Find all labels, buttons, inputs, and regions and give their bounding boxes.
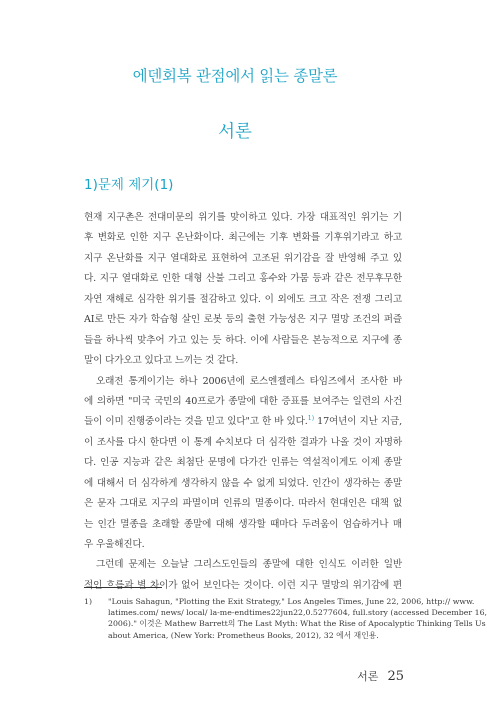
- footnote-reference[interactable]: 1): [307, 414, 314, 423]
- body-line: 적인 흐름과 별 차이가 없어 보인다는 것이다. 이런 지구 멸망의 위기감에 편: [84, 579, 402, 591]
- body-text: [84, 208, 402, 596]
- footnote-line: 2006)." 이것은 Mathew Barrett의 The Last Myth: What the Rise of Apocalyptic Thinking Tells Us: [108, 619, 486, 629]
- body-line: 자연 재해로 심각한 위기를 절감하고 있다. 이 외에도 크고 작은 전쟁 그리고: [84, 293, 402, 305]
- body-line-tail: 17여년이 지난 지금,: [314, 416, 402, 428]
- footnote: [84, 596, 487, 641]
- footnote-body: [108, 596, 487, 641]
- page-footer: [357, 665, 404, 684]
- footnote-line: about America, (New York: Prometheus Books, 2012), 32 에서 재인용.: [108, 630, 379, 640]
- body-line: 지구 온난화를 지구 열대화로 표현하여 고조된 위기감을 잘 반영해 주고 있: [84, 252, 402, 264]
- page-number: 25: [387, 669, 404, 684]
- book-title: 에덴회복 관점에서 읽는 종말론: [132, 67, 338, 85]
- footnote-divider: [84, 587, 162, 588]
- section-heading: 1)문제 제기(1): [84, 177, 174, 193]
- body-line: 그런데 문제는 오늘날 그리스도인들의 종말에 대한 인식도 이러한 일반: [96, 559, 402, 571]
- body-line: 다. 지구 열대화로 인한 대형 산불 그리고 홍수와 가뭄 등과 같은 전무후무한: [84, 273, 402, 285]
- chapter-title: 서론: [218, 122, 252, 142]
- body-line: 는 인간 멸종을 초래할 종말에 대해 생각할 때마다 두려움이 엄습하거나 매: [84, 518, 402, 530]
- body-line: 현재 지구촌은 전대미문의 위기를 맞이하고 있다. 가장 대표적인 위기는 기: [84, 212, 402, 223]
- running-title: 서론: [357, 670, 379, 683]
- footnote-number: 1): [84, 597, 93, 606]
- body-line-with-footnote-ref: [84, 412, 402, 432]
- footnote-line: "Louis Sahagun, "Plotting the Exit Strategy," Los Angeles Times, June 22, 2006, http:// www.: [108, 597, 475, 606]
- body-line: 말이 다가오고 있다고 느끼는 것 같다.: [84, 355, 239, 367]
- footnote-line: latimes.com/ news/ local/ la-me-endtimes22jun22,0.5277604, full.story (accessed December 16,: [108, 608, 487, 618]
- body-line: 에 의하면 "미국 국민의 40프로가 종말에 대한 증표를 보여주는 일련의 사건: [84, 395, 402, 407]
- body-line: 다. 인공 지능과 같은 최첨단 문명에 다가간 인류는 역설적이게도 이제 종말: [84, 457, 402, 469]
- body-line: 이 조사를 다시 한다면 이 통계 수치보다 더 심각한 결과가 나올 것이 자명하: [84, 436, 402, 448]
- body-line-text: 들이 이미 진행중이라는 것을 믿고 있다"고 한 바 있다.: [84, 416, 308, 428]
- body-line: 후 변화로 인한 지구 온난화이다. 최근에는 기후 변화를 기후위기라고 하고: [84, 232, 402, 244]
- body-line: 오래전 통계이기는 하나 2006년에 로스엔젤레스 타임즈에서 조사한 바: [96, 375, 402, 387]
- body-line: 들을 하나씩 맞추어 가고 있는 듯 하다. 이에 사람들은 본능적으로 지구에 종: [84, 334, 402, 346]
- body-line: AI로 만든 자가 학습형 살인 로봇 등의 출현 가능성은 지구 멸망 조건의 퍼즐: [84, 314, 402, 326]
- body-line: 은 문자 그대로 지구의 파멸이며 인류의 멸종이다. 따라서 현대인은 대책 없: [84, 498, 402, 510]
- body-line: 우 우울해진다.: [84, 539, 145, 550]
- body-line: 에 대해서 더 심각하게 생각하지 않을 수 없게 되었다. 인간이 생각하는 종말: [84, 477, 402, 489]
